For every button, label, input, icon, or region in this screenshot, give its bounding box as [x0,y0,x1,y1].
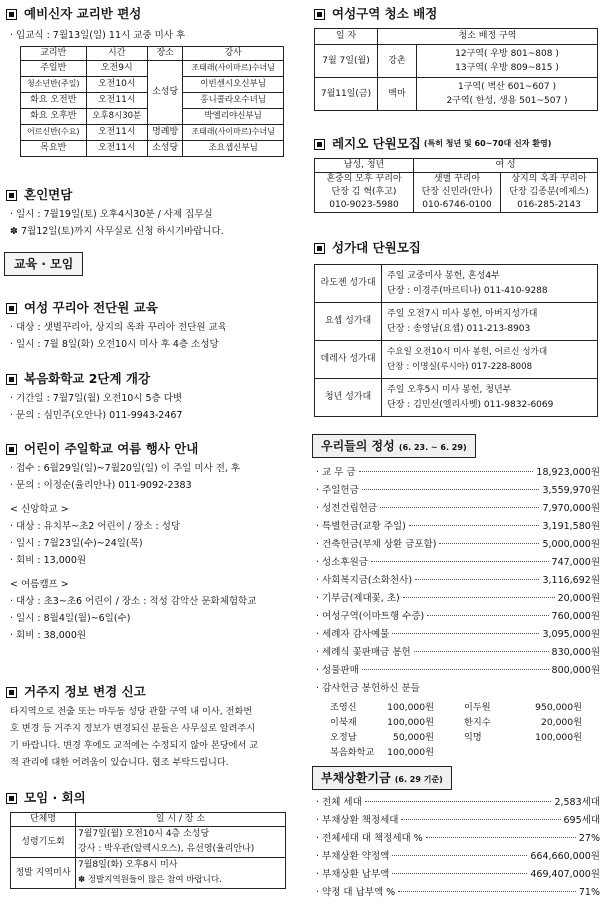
choir-section [312,240,606,417]
section-title: 성가대 단원모집 [312,240,606,256]
list-item: · 세례자 감사예물 3,095,000원 [316,629,600,641]
col-header: 일 자 [315,29,378,45]
paragraph-line: 호 변경 등 거주지 정보가 변경되신 분들은 사무실로 알려주시 [10,723,256,734]
list-item: · 여성구역(이마트행 수증) 760,000원 [316,611,600,623]
list-item: · 성물판매 800,000원 [316,665,600,677]
list-item: · 부채상환 납부액 469,407,000원 [316,869,600,881]
col-header: 청소 배정 구역 [378,29,598,45]
bullet-box-icon [6,793,17,804]
info-line: · 기간일 : 7월7일(월) 오전10시 5층 다볏 [10,393,183,404]
col-header: 교리반 [21,47,87,61]
table-row: 성령기도회 7월7일(월) 오전10시 4층 소성당 강사 : 박우관(알렉시오스), 유선영(율리안나) [11,827,286,858]
bullet-box-icon [6,9,17,20]
list-item: · 사회복지금(소화천사) 3,116,692원 [316,575,600,587]
section-title: 어린이 주일학교 여름 행사 안내 [4,441,300,457]
info-line: · 대상 : 초3~초6 어린이 / 장소 : 적성 감악산 문화체험학교 [10,596,257,607]
list-item: · 성소후원금 747,000원 [316,557,600,569]
section-title: 혼인면담 [4,187,300,203]
catechism-table [20,46,284,157]
bullet-box-icon [6,374,17,385]
col-header: 남성, 청년 [315,159,414,173]
debt-fund-title: 부채상환기금 (6. 29 기준) [312,766,452,790]
info-line: · 회비 : 13,000원 [10,555,87,566]
col-header: 강사 [183,47,284,61]
evangelization-school-section [4,371,300,424]
list-item: · 교 무 금 18,923,000원 [316,467,600,479]
list-item: · 건축헌금(부채 상환 금포함) 5,000,000원 [316,539,600,551]
list-item: · 부채상환 약정액 664,660,000원 [316,851,600,863]
donor-grid: 조영신 100,000원 이두원 950,000원 이북재 100,000원 한지수 20,000원 오정남 50,000원 익명 100,000원 복음화학교 100,000원 [330,702,582,759]
bullet-box-icon [6,190,17,201]
offerings-title: 우리들의 정성 (6. 23. ~ 6. 29) [312,434,476,458]
col-header: 여 성 [414,159,598,173]
paragraph-line: 타지역으로 전출 또는 마두동 성당 관할 구역 내 이사, 전화번 [10,706,253,717]
legio-section [312,136,606,213]
table-row: 화요 오전반 오전11시 홍니콜라오수녀님 [21,93,284,109]
table-row: 데레사 성가대 수요일 오전10시 미사 봉헌, 어르신 성가대 단장 : 이명실(루시아) 017-228-8008 [315,341,598,379]
col-header: 장소 [147,47,182,61]
bullet-box-icon [6,444,17,455]
table-row: 7월 7일(월) 강촌 12구역( 우방 801~808 ) 13구역( 우방 809~815 ) [315,45,598,78]
list-item: · 전체세대 대 책정세대 % 27% [316,833,600,845]
section-title: 여성 꾸리아 전단원 교육 [4,300,300,316]
meetings-section [4,790,300,889]
debt-list [312,794,600,902]
cleaning-table [314,28,598,111]
table-row: 주일반 오전9시 소성당 조태래(사이마르)수녀님 [21,61,284,77]
place-cell: 소성당 [147,61,182,125]
list-item: · 기부금(제대꽃, 초) 20,000원 [316,593,600,605]
info-line: · 회비 : 38,000원 [10,630,87,641]
table-row: 화요 오후반 오후8시30분 박엘리야신부님 [21,109,284,125]
section-title: 레지오 단원모집 (특히 청년 및 60~70대 신자 환영) [312,136,606,152]
bullet-box-icon [6,303,17,314]
section-title: 예비신자 교리반 편성 [4,6,300,22]
offerings-section [312,434,606,760]
curia-education-section [4,300,300,353]
group-label: < 신앙학교 > [10,504,69,515]
section-title: 여성구역 청소 배정 [312,6,606,22]
list-item: · 특별헌금(교황 주일) 3,191,580원 [316,521,600,533]
list-item: · 세례식 꽃판매금 봉헌 830,000원 [316,647,600,659]
paragraph-line: 적 관리에 대한 어려움이 있습니다. 협조 부탁드립니다. [10,757,229,768]
sunday-school-section [4,441,300,644]
offerings-list [312,464,600,698]
table-row: 청년 성가대 주일 오후5시 미사 봉헌, 청년부 단장 : 김민선(엘리사벳) 011-9832-6069 [315,379,598,417]
info-line: · 대상 : 유치부~초2 어린이 / 장소 : 성당 [10,521,181,532]
col-header: 단체명 [11,813,76,827]
cleaning-section [312,6,606,111]
bullet-box-icon [6,687,17,698]
info-line: · 문의 : 심민주(오안나) 011-9943-2467 [10,410,183,421]
group-label: < 여름캠프 > [10,579,69,590]
list-item: · 성전건립헌금 7,970,000원 [316,503,600,515]
debt-fund-section [312,766,606,902]
list-item: · 전체 세대 2,583세대 [316,797,600,809]
bullet-box-icon [314,9,325,20]
table-row: 요셉 성가대 주일 오전7시 미사 봉헌, 아버지성가대 단장 : 송영남(요셉) 011-213-8903 [315,303,598,341]
table-row: 라도젠 성가대 주일 교중미사 봉헌, 혼성4부 단장 : 이경주(마르티나) 011-410-9288 [315,265,598,303]
bullet-box-icon [314,139,325,150]
section-title: 거주지 정보 변경 신고 [4,684,300,700]
list-item: · 약정 대 납부액 % 71% [316,887,600,899]
education-tag: 교육 · 모임 [4,252,83,276]
section-title: 복음화학교 2단계 개강 [4,371,300,387]
table-row: 혼중의 모후 꾸리아 단장 김 혁(후고) 010-9023-5980 샛별 꾸리아 단장 신민라(안나) 010-6746-0100 상지의 옥좌 꾸리아 단장 김종분(에제스) 016-285-2143 [315,173,598,213]
meetings-table [10,812,286,889]
residence-change-section [4,684,300,771]
table-row: 어르신반(수요) 오전11시 명례방 조태래(사이마르)수녀님 [21,125,284,141]
info-line: · 대상 : 샛별꾸리아, 상지의 옥좌 꾸리아 전단원 교육 [10,322,227,333]
legio-table [314,158,598,213]
table-row: 7월11일(금) 백마 1구역( 벽산 601~607 ) 2구역( 한성, 생용 501~507 ) [315,78,598,111]
list-item: · 감사헌금 봉헌하신 분들 [316,683,420,695]
choir-table [314,264,598,417]
marriage-section [4,187,300,240]
info-line: · 일시 : 7월23일(수)~24일(목) [10,538,143,549]
info-line: · 문의 : 이정순(율리안나) 011-9092-2383 [10,480,192,491]
bullet-box-icon [314,243,325,254]
info-line: · 일시 : 8월4일(월)~6일(수) [10,613,131,624]
intro-line: · 입교식 : 7월13일(일) 11시 교중 미사 후 [10,30,186,41]
list-item: · 부채상환 책정세대 695세대 [316,815,600,827]
section-title: 모임 · 회의 [4,790,300,806]
table-row: 청소년반(주일) 오전10시 이빈센시오신부님 [21,77,284,93]
info-line: ✽ 7월12일(토)까지 사무실로 신청 하시기바랍니다. [10,226,224,237]
paragraph-line: 기 바랍니다. 변경 후에도 교적에는 수정되지 않아 본당에서 교 [10,740,259,751]
col-header: 시간 [86,47,147,61]
info-line: · 일시 : 7월 8일(화) 오전10시 미사 후 4층 소성당 [10,339,219,350]
table-row: 목요반 오전11시 소성당 조요셉신부님 [21,141,284,157]
info-line: · 접수 : 6월29일(일)~7월20일(일) 이 주일 미사 전, 후 [10,463,241,474]
info-line: · 일시 : 7월19일(토) 오후4시30분 / 사제 집무실 [10,209,213,220]
col-header: 일 시 / 장 소 [76,813,286,827]
list-item: · 주일헌금 3,559,970원 [316,485,600,497]
catechism-section [4,6,300,157]
table-row: 정발 지역미사 7월8일(화) 오후8시 미사 ✽ 정발지역원들이 많은 참여 바랍니다. [11,858,286,889]
